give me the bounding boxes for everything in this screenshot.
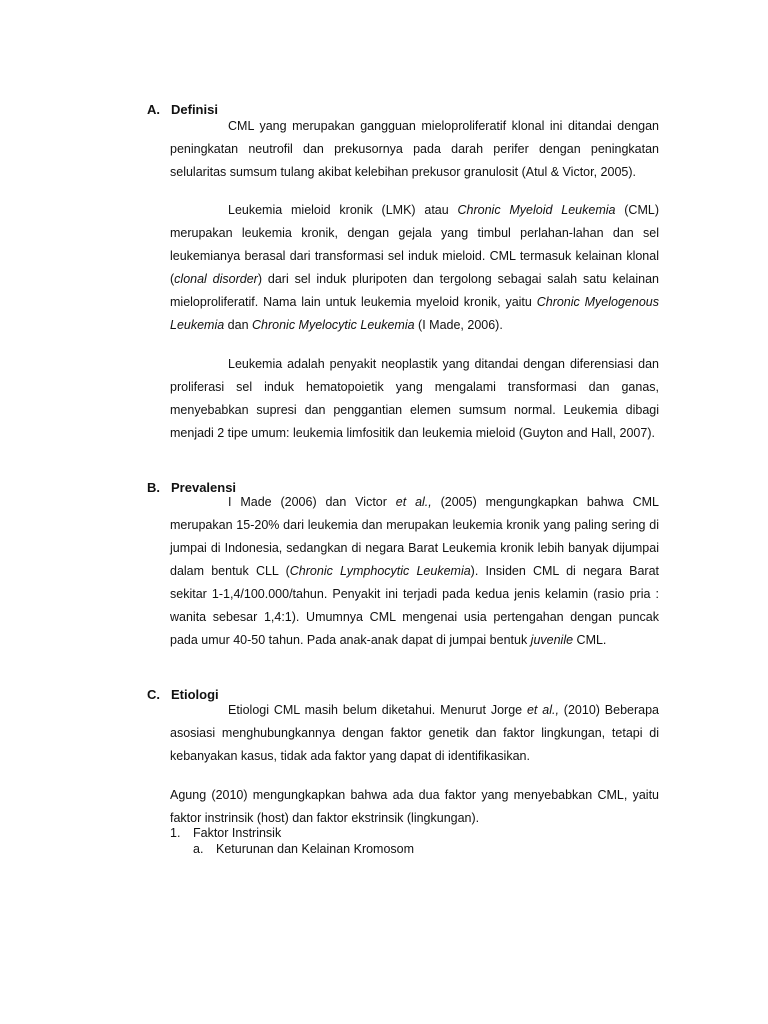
list-marker: 1. (170, 826, 181, 840)
paragraph: CML yang merupakan gangguan mieloproliferatif klonal ini ditandai dengan peningkatan neutrofil dan prekusornya pada darah perifer dengan peningkatan selularitas sumsum tulang akibat kelebihan prekusor granulosit (Atul & Victor, 2005). (170, 119, 659, 179)
list-item-faktor-instrinsik (170, 825, 281, 841)
section-letter: C. (147, 687, 160, 702)
paragraph: Leukemia adalah penyakit neoplastik yang ditandai dengan diferensiasi dan proliferasi sel induk hematopoietik yang mengalami transformasi dan ganas, menyebabkan supresi dan penggantian elemen sumsum normal. Leukemia dibagi menjadi 2 tipe umum: leukemia limfositik dan leukemia mieloid (Guyton and Hall, 2007). (170, 357, 659, 440)
list-item-keturunan (193, 841, 414, 857)
paragraph: Etiologi CML masih belum diketahui. Menurut Jorge et al., (2010) Beberapa asosiasi menghubungkannya dengan faktor genetik dan faktor lingkungan, tetapi di kebanyakan kasus, tidak ada faktor yang dapat di identifikasikan. (170, 703, 659, 763)
paragraph: Agung (2010) mengungkapkan bahwa ada dua faktor yang menyebabkan CML, yaitu faktor instrinsik (host) dan faktor ekstrinsik (lingkungan). (170, 788, 659, 825)
paragraph: I Made (2006) dan Victor et al., (2005) mengungkapkan bahwa CML merupakan 15-20% dari leukemia dan merupakan leukemia kronik yang paling sering di jumpai di Indonesia, sedangkan di negara Barat Leukemia kronik lebih banyak dijumpai dalam bentuk CLL (Chronic Lymphocytic Leukemia). Insiden CML di negara Barat sekitar 1-1,4/100.000/tahun. Penyakit ini terjadi pada kedua jenis kelamin (rasio pria : wanita sebesar 1,4:1). Umumnya CML mengenai usia pertengahan dengan puncak pada umur 40-50 tahun. Pada anak-anak dapat di jumpai bentuk juvenile CML. (170, 495, 660, 647)
section-letter: A. (147, 102, 160, 117)
section-title: Etiologi (171, 687, 219, 702)
list-label: Faktor Instrinsik (193, 826, 282, 840)
list-marker: a. (193, 842, 204, 856)
list-label: Keturunan dan Kelainan Kromosom (216, 842, 415, 856)
section-title: Prevalensi (171, 480, 237, 495)
section-letter: B. (147, 480, 160, 495)
section-title: Definisi (171, 102, 218, 117)
paragraph: Leukemia mieloid kronik (LMK) atau Chronic Myeloid Leukemia (CML) merupakan leukemia kronik, dengan gejala yang timbul perlahan-lahan dan sel leukemianya berasal dari transformasi sel induk mieloid. CML termasuk kelainan klonal (clonal disorder) dari sel induk pluripoten dan tergolong sebagai salah satu kelainan mieloproliferatif. Nama lain untuk leukemia myeloid kronik, yaitu Chronic Myelogenous Leukemia dan Chronic Myelocytic Leukemia (I Made, 2006). (170, 203, 660, 332)
